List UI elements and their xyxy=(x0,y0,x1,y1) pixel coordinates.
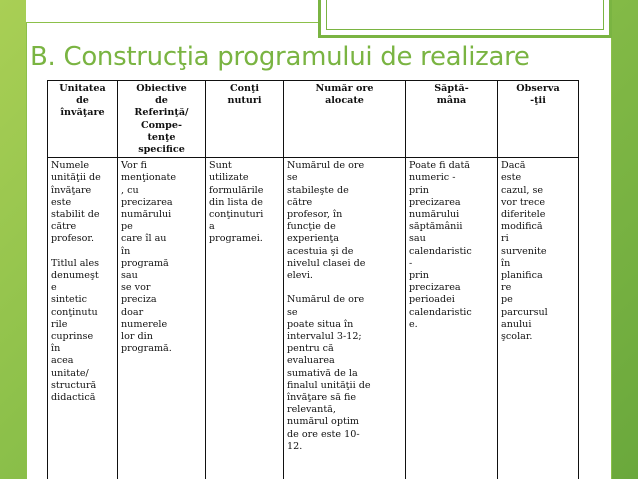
header-obiective: Obiective de Referinţă/ Compe- tenţe specifice xyxy=(118,81,206,158)
header-observatii: Observa -ţii xyxy=(498,81,579,158)
cell-saptamana: Poate fi dată numeric - prin precizarea numărului săptămânii sau calendaristic - prin precizarea perioadei calendaristic e. xyxy=(406,158,498,479)
cell-continuturi: Sunt utilizate formulările din lista de conţinuturi a programei. xyxy=(206,158,284,479)
header-numar-ore: Număr ore alocate xyxy=(284,81,406,158)
program-table xyxy=(47,80,579,479)
decorative-tab-inner xyxy=(326,0,604,30)
cell-observatii: Dacă este cazul, se vor trece diferitele modifică ri survenite în planifica re pe parcursul anului şcolar. xyxy=(498,158,579,479)
cell-unitatea: Numele unităţii de învăţare este stabilit de către profesor. Titlul ales denumeşt e sintetic conţinutu rile cuprinse în acea unitate/ structură didactică xyxy=(48,158,118,479)
header-continuturi: Conţi nuturi xyxy=(206,81,284,158)
frame-left-line xyxy=(26,22,27,479)
cell-numar-ore: Numărul de ore se stabileşte de către profesor, în funcţie de experienţa acestuia şi de nivelul clasei de elevi. Numărul de ore se poate situa în intervalul 3-12; pentru că evaluarea sumativă de la finalul unităţii de învăţare să fie relevantă, numărul optim de ore este 10- 12. xyxy=(284,158,406,479)
header-saptamana: Săptă- mâna xyxy=(406,81,498,158)
header-unitatea: Unitatea de învăţare xyxy=(48,81,118,158)
table-header-row xyxy=(48,81,579,158)
frame-right-line xyxy=(611,22,612,479)
cell-obiective: Vor fi menţionate , cu precizarea numărului pe care îl au în programă sau se vor preciza doar numerele lor din programă. xyxy=(118,158,206,479)
slide-title: B. Construcţia programului de realizare xyxy=(30,42,530,72)
table-image xyxy=(47,80,592,479)
table-row xyxy=(48,158,579,479)
